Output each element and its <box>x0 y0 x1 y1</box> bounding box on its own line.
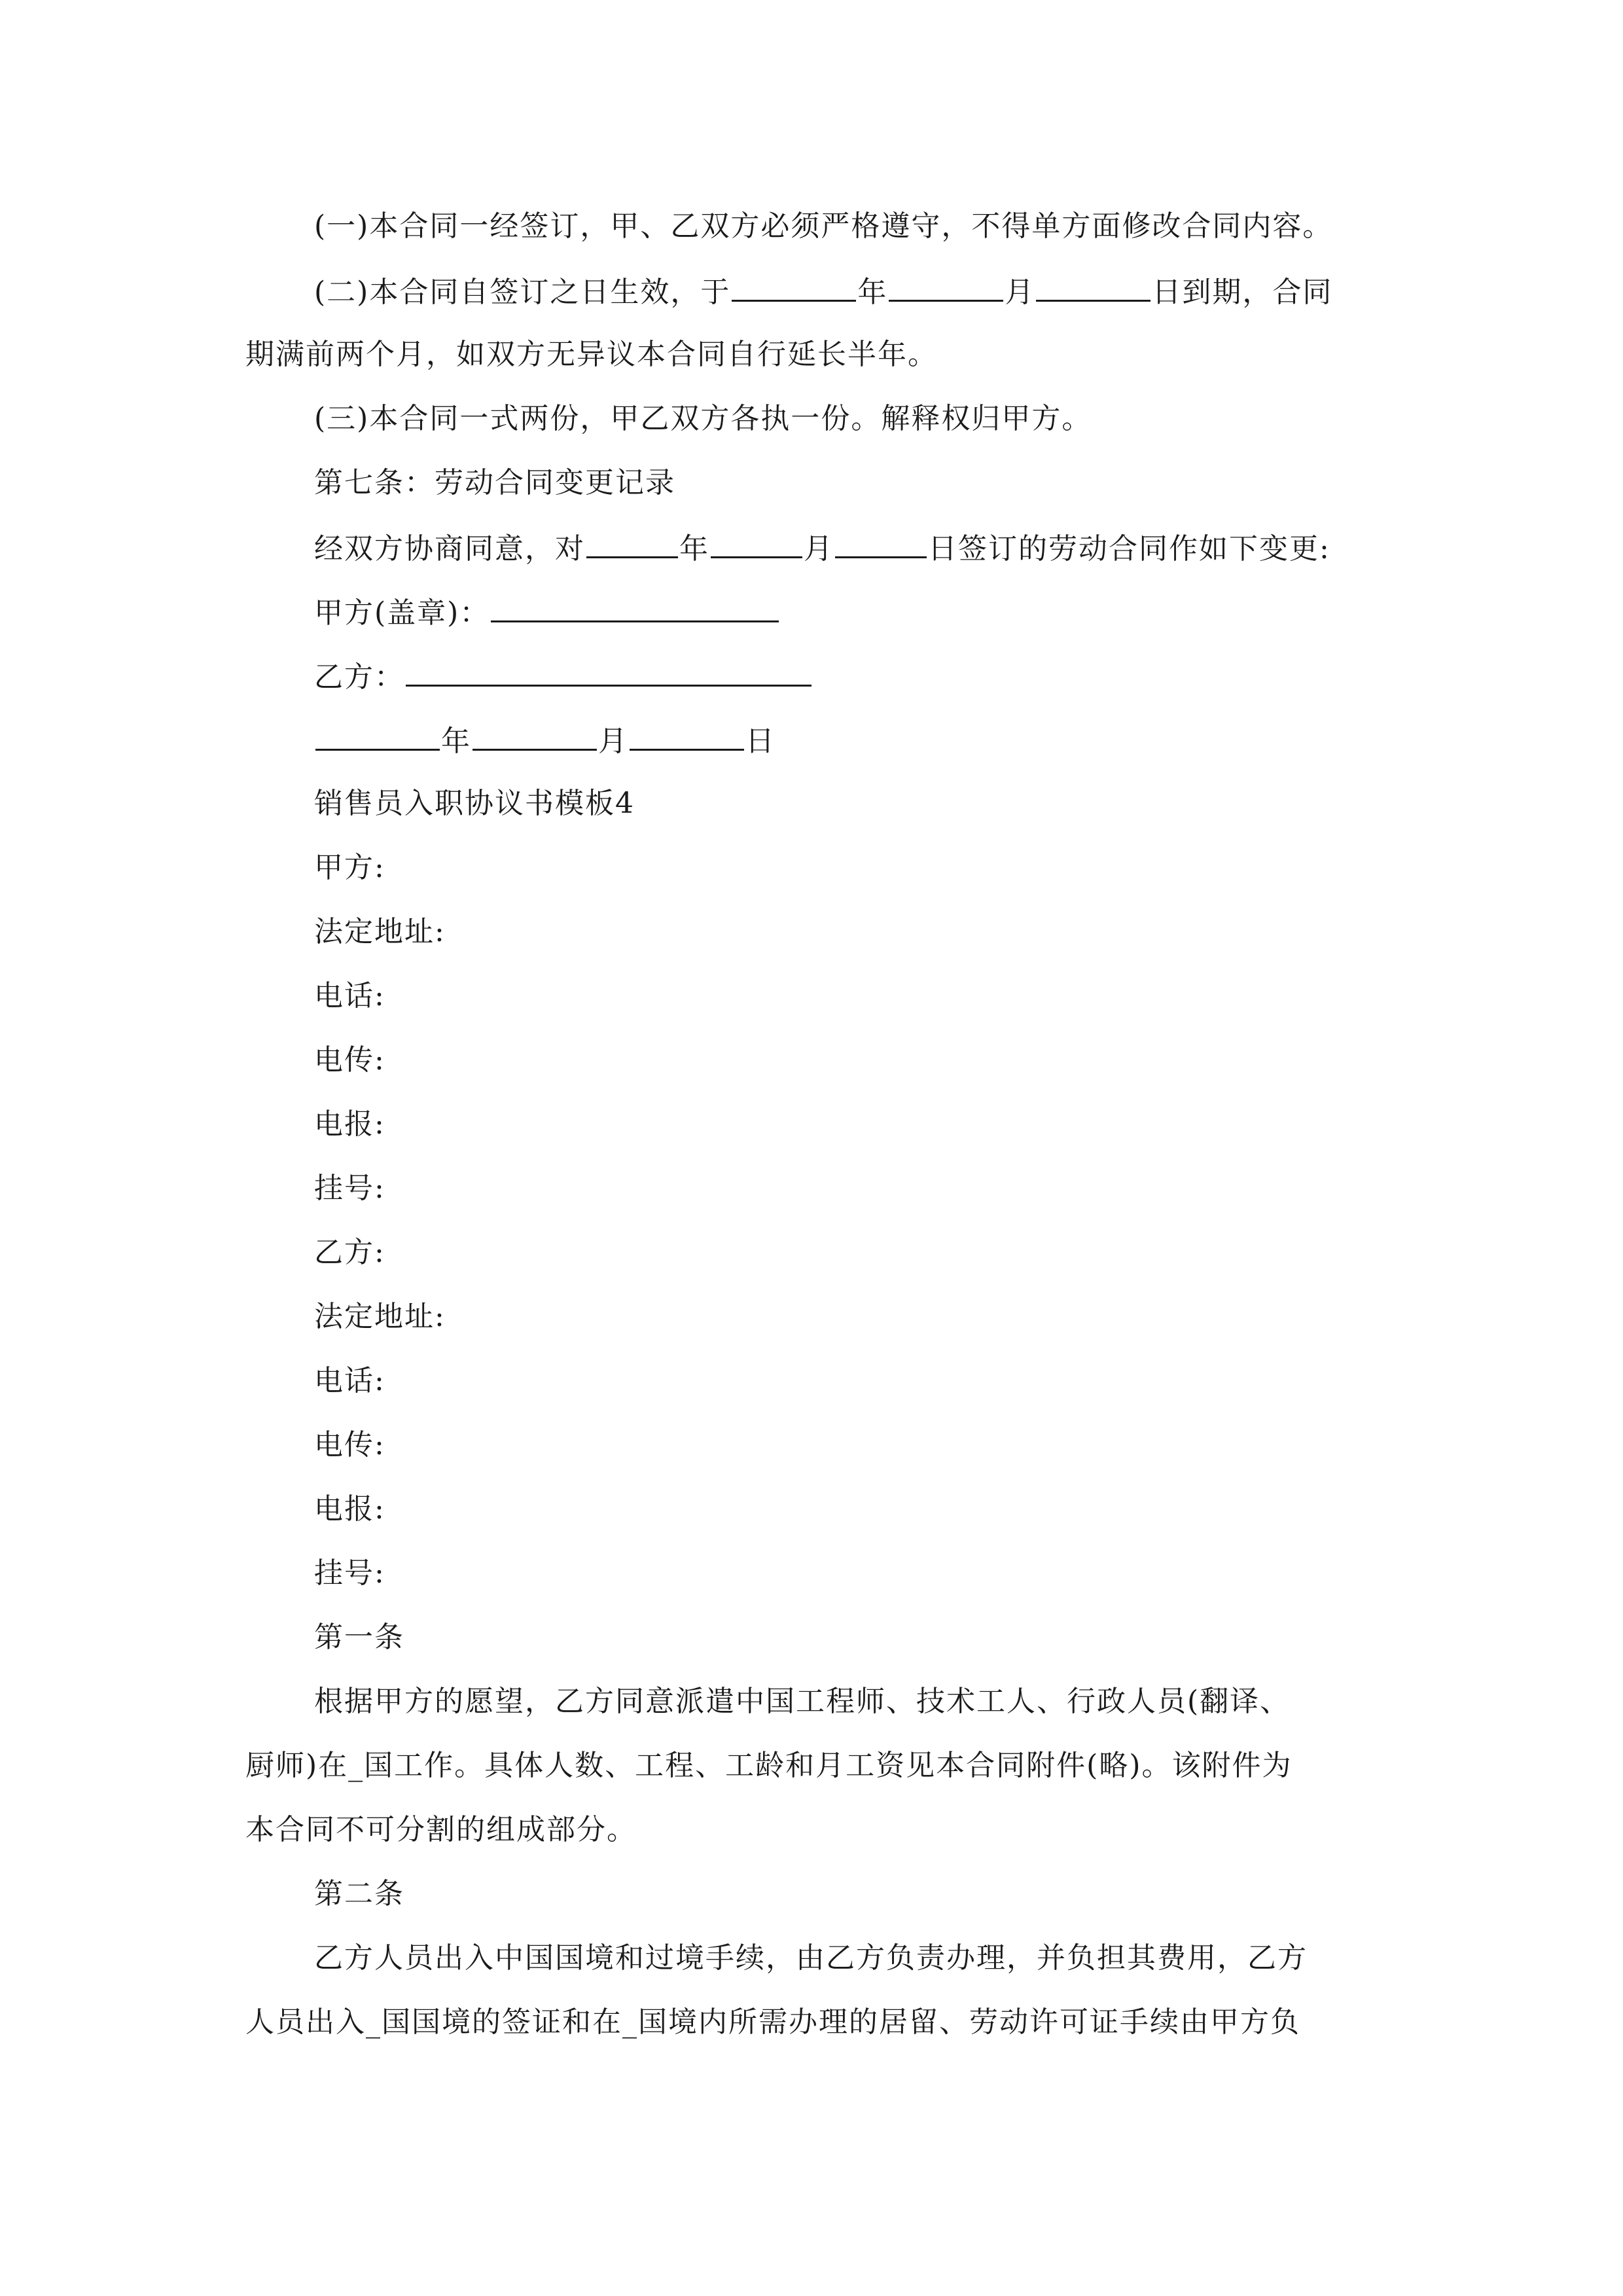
party-b-telegram <box>314 1490 385 1529</box>
day-blank <box>835 528 927 558</box>
party-a-address <box>314 912 446 952</box>
clause-2-continued-text: 期满前两个月，如双方无异议本合同自行延长半年。 <box>245 338 938 371</box>
party-b-signature <box>314 656 813 697</box>
party-a-signature-label: 甲方(盖章)： <box>314 596 490 630</box>
article-1-title <box>314 1618 404 1657</box>
signature-blank <box>491 592 779 622</box>
day-blank <box>630 720 744 751</box>
party-a-fax <box>314 1041 385 1080</box>
party-b-address-text: 法定地址: <box>314 1300 446 1333</box>
article-1-line-3 <box>245 1810 637 1850</box>
party-a-telegram-text: 电报: <box>314 1107 385 1141</box>
party-a-registered-text: 挂号: <box>314 1172 385 1205</box>
article-2-line-1-text: 乙方人员出入中国国境和过境手续，由乙方负责办理，并负担其费用，乙方 <box>314 1941 1308 1975</box>
party-b-phone <box>314 1361 385 1401</box>
party-a-telegram <box>314 1105 385 1144</box>
party-a-label <box>314 848 385 888</box>
party-b-registered <box>314 1554 385 1593</box>
party-a-fax-text: 电传: <box>314 1043 385 1077</box>
article-1-title-text: 第一条 <box>314 1621 404 1654</box>
month-label: 月 <box>804 532 834 565</box>
party-b-registered-text: 挂号: <box>314 1556 385 1590</box>
party-b-address <box>314 1297 446 1336</box>
template-title <box>314 784 635 823</box>
article-1-line-1-text: 根据甲方的愿望，乙方同意派遣中国工程师、技术工人、行政人员(翻译、 <box>314 1685 1291 1718</box>
party-b-label-text: 乙方: <box>314 1236 385 1269</box>
article-2-line-1 <box>314 1939 1308 1978</box>
party-a-registered <box>314 1169 385 1208</box>
article-7-intro-b: 日签订的劳动合同作如下变更: <box>928 532 1330 565</box>
party-b-label <box>314 1233 385 1272</box>
party-b-telegram-text: 电报: <box>314 1492 385 1526</box>
article-1-line-3-text: 本合同不可分割的组成部分。 <box>245 1813 637 1846</box>
month-blank <box>889 271 1003 302</box>
clause-2-text-b: 日到期，合同 <box>1152 276 1333 309</box>
article-2-line-2 <box>245 2003 1300 2042</box>
article-7-title <box>314 463 675 503</box>
clause-1 <box>314 207 1332 246</box>
month-label: 月 <box>598 725 628 758</box>
article-2-line-2-text: 人员出入_国国境的签证和在_国境内所需办理的居留、劳动许可证手续由甲方负 <box>245 2005 1300 2039</box>
party-b-fax-text: 电传: <box>314 1428 385 1462</box>
year-blank <box>732 271 856 302</box>
signature-blank <box>406 656 812 687</box>
party-b-fax <box>314 1426 385 1465</box>
clause-2-continued <box>245 335 938 374</box>
clause-3 <box>314 399 1092 439</box>
article-7-intro-a: 经双方协商同意，对 <box>314 532 585 565</box>
clause-2 <box>314 271 1332 312</box>
year-blank <box>315 720 440 751</box>
year-blank <box>586 528 678 558</box>
month-blank <box>711 528 802 558</box>
article-7-title-text: 第七条：劳动合同变更记录 <box>314 466 675 499</box>
month-blank <box>473 720 597 751</box>
article-7-intro <box>314 528 1330 569</box>
party-b-phone-text: 电话: <box>314 1364 385 1397</box>
month-label: 月 <box>1005 276 1035 309</box>
clause-3-text: (三)本合同一式两份，甲乙双方各执一份。解释权归甲方。 <box>314 402 1092 435</box>
year-label: 年 <box>441 725 471 758</box>
article-1-line-2-text: 厨师)在_国工作。具体人数、工程、工龄和月工资见本合同附件(略)。该附件为 <box>245 1749 1293 1782</box>
article-2-title-text: 第二条 <box>314 1877 404 1910</box>
party-a-label-text: 甲方: <box>314 851 385 884</box>
party-a-signature <box>314 592 780 633</box>
party-a-phone-text: 电话: <box>314 979 385 1013</box>
day-blank <box>1036 271 1150 302</box>
clause-1-text: (一)本合同一经签订，甲、乙双方必须严格遵守，不得单方面修改合同内容。 <box>314 209 1333 243</box>
year-label: 年 <box>857 276 888 309</box>
clause-2-text-a: (二)本合同自签订之日生效，于 <box>314 276 731 309</box>
party-a-address-text: 法定地址: <box>314 915 446 948</box>
signature-date <box>314 720 776 761</box>
article-2-title <box>314 1874 404 1914</box>
day-label: 日 <box>745 725 776 758</box>
article-1-line-2 <box>245 1746 1293 1785</box>
party-b-signature-label: 乙方： <box>314 660 404 694</box>
party-a-phone <box>314 977 385 1016</box>
template-title-text: 销售员入职协议书模板4 <box>314 787 635 820</box>
article-1-line-1 <box>314 1682 1290 1721</box>
year-label: 年 <box>679 532 709 565</box>
